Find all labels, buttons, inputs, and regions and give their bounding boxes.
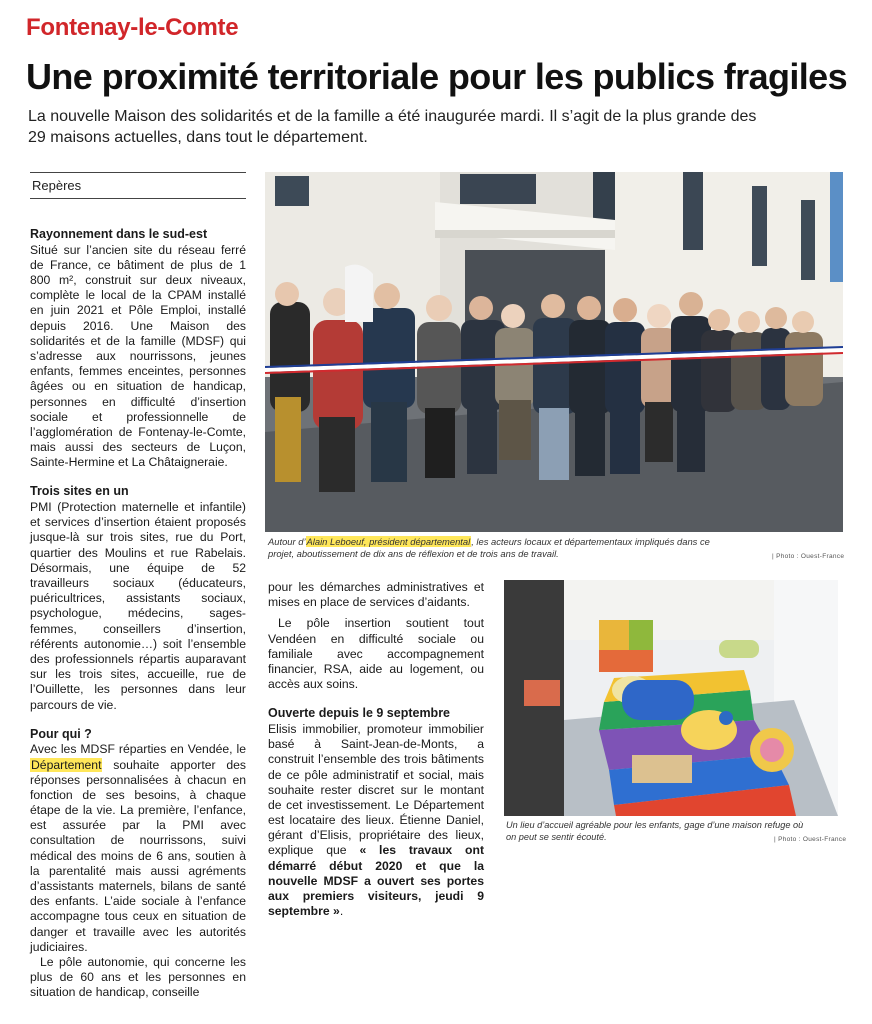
text-run: , les acteurs locaux et départementaux impliqués dans ce projet, aboutissement de dix ans de réflexion et de trois ans de travail. <box>268 536 710 560</box>
photo-caption <box>268 536 738 560</box>
ceremony-photo <box>265 172 843 532</box>
subheading-trois-sites: Trois sites en un <box>30 484 129 499</box>
subheading-ouverte: Ouverte depuis le 9 septembre <box>268 706 451 721</box>
text-run: Autour d’ <box>268 536 306 547</box>
play-area-photo <box>504 580 838 816</box>
photo-credit: | Photo : Ouest-France <box>772 553 845 560</box>
paragraph-rayonnement: Situé sur l’ancien site du réseau ferré de France, ce bâtiment de plus de 1 800 m², construit sur deux niveaux, complète le local de la CPAM installé en juin 2021 et Pôle Emploi, installé depuis 2016. Une Maison des solidarités et de la famille (MDSF) qui s’adresse aux nourrissons, jeunes enfants, femmes enceintes, personnes âgées ou en situation de handicap, personnes en difficulté d’insertion sociale et professionnelle de l’agglomération de Fontenay-le-Comte, mais aussi des secteurs de Luçon, Sainte-Hermine et La Châtaigneraie. <box>30 242 246 470</box>
paragraph-elisis <box>268 722 484 919</box>
paragraph-pour-qui <box>30 742 246 955</box>
highlighted-term: Alain Leboeuf, président départemental <box>306 536 471 547</box>
article-headline: Une proximité territoriale pour les publics fragiles <box>26 56 848 97</box>
photo-caption: Un lieu d’accueil agréable pour les enfants, gage d’une maison refuge où on peut se sentir écouté. <box>506 820 804 842</box>
paragraph-pole-insertion: Le pôle insertion soutient tout Vendéen en difficulté sociale ou familiale avec accompagnement financier, RSA, aide au logement, ou accès aux soins. <box>268 616 484 692</box>
subheading-rayonnement: Rayonnement dans le sud-est <box>30 227 208 241</box>
section-label: Fontenay-le-Comte <box>26 14 239 41</box>
reperes-column <box>30 172 246 1001</box>
photo-credit: | Photo : Ouest-France <box>774 836 847 843</box>
paragraph-trois-sites: PMI (Protection maternelle et infantile) et services d’insertion étaient proposés jusque-là sur trois sites, rue du Port, quartier des Moulins et rue Rabelais. Désormais, une équipe de 52 travailleurs sociaux (éducateurs, puéricultrices, assistants sociaux, psychologue, médecins, sages-femmes, conseillers d’insertion, référents autonomie…) soit l’ensemble des professionnels répartis auparavant sur les trois sites, accueille, rue de l’Ouillette, les personnes dans leur parcours de vie. <box>30 500 246 712</box>
text-run: . <box>339 904 344 919</box>
paragraph-pole-autonomie: Le pôle autonomie, qui concerne les plus de 60 ans et les personnes en situation de handicap, conseille <box>30 954 246 1000</box>
text-run: Elisis immobilier, promoteur immobilier basé à Saint-Jean-de-Monts, a construit l’ensemble des trois bâtiments de ce pôle administratif et social, mais souhaite rester discret sur le montant de cet investissement. Le Département est locataire des lieux. Étienne Daniel, gérant d’Elisis, propriétaire des lieux, explique que <box>268 721 484 858</box>
highlighted-term: Département <box>31 757 102 772</box>
reperes-label: Repères <box>30 172 246 199</box>
quotation: « les travaux ont démarré début 2020 et que la nouvelle MDSF a ouvert ses portes aux premiers visiteurs, jeudi 9 septembre » <box>268 843 485 919</box>
text-run: souhaite apporter des réponses personnalisées à chacun en fonction de ses besoins, à chaque étape de la vie. La première, l’enfance, est assurée par la PMI avec consultation de nourrissons, suivi médical des moins de 6 ans, soutien à la parentalité mais aussi agréments d’assistants maternels, bilans de santé des enfants. L’aide sociale à l’enfance accompagne tous ceux en situation de danger et travaille avec les autorités judiciaires. <box>30 757 246 954</box>
article-lede: La nouvelle Maison des solidarités et de la famille a été inaugurée mardi. Il s’agit de la plus grande des 29 maisons actuelles, dans tout le département. <box>28 108 757 147</box>
text-run: Avec les MDSF réparties en Vendée, le <box>30 742 246 757</box>
paragraph-continuation: pour les démarches administratives et mises en place de services d’aidants. <box>268 580 484 610</box>
middle-column <box>268 580 484 919</box>
subheading-pour-qui: Pour qui ? <box>30 726 92 741</box>
